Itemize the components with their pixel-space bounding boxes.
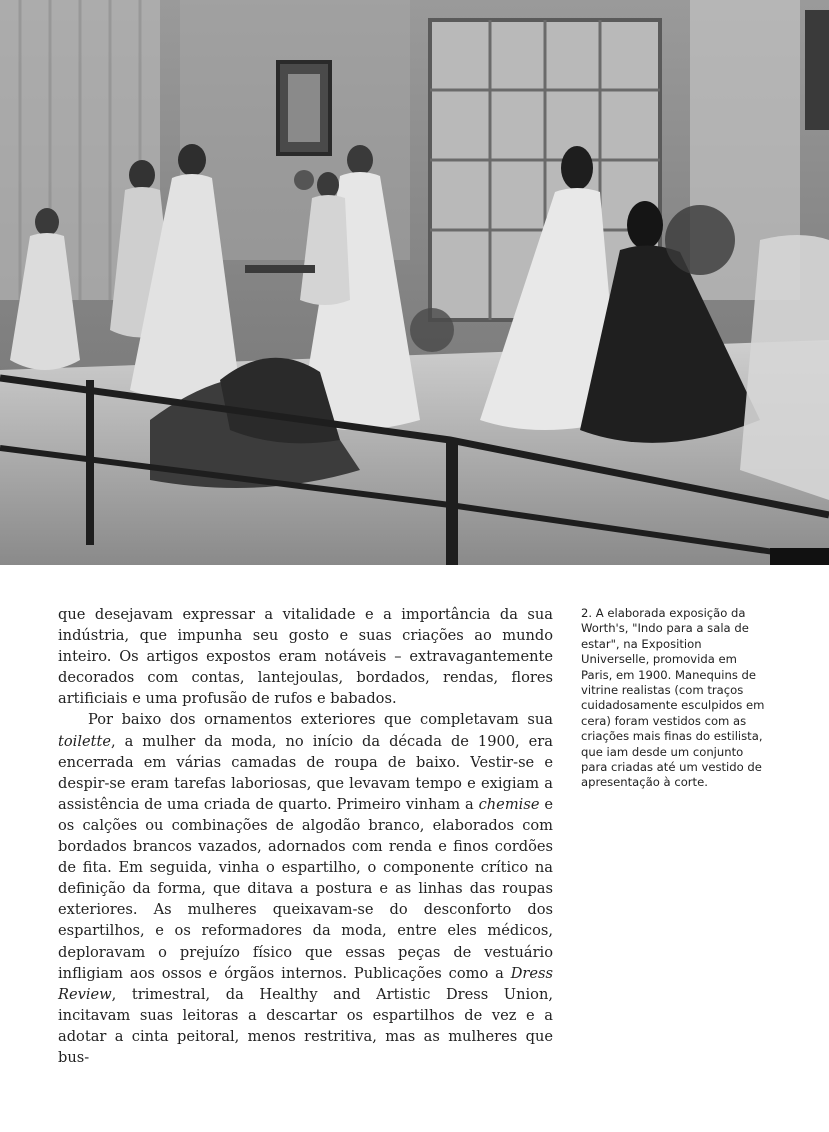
exhibition-photograph [0, 0, 829, 565]
paragraph-2-part-2: , a mulher da moda, no início da década de 1900, era encerrada em várias camadas de roupa de baixo. Vestir-se e despir-se eram tarefas laboriosas, que levavam tempo e exigiam a assistência de uma criada de quarto. Primeiro vinham a [58, 732, 553, 813]
italic-term-toilette: toilette [58, 732, 111, 750]
potted-plant [665, 205, 735, 275]
paragraph-2 [58, 709, 553, 1068]
figure-caption: 2. A elaborada exposição da Worth's, "Indo para a sala de estar", na Exposition Universelle, promovida em Paris, em 1900. Manequins de vitrine realistas (com traços cuidadosamente esculpidos em cera) foram vestidos com as criações mais finas do estilista, que iam desde um conjunto para criadas até um vestido de apresentação à corte. [581, 606, 765, 790]
paragraph-2-part-1: Por baixo dos ornamentos exteriores que completavam sua [88, 711, 553, 729]
wall-plate [294, 170, 314, 190]
paragraph-2-part-4: , trimestral, da Healthy and Artistic Dress Union, incitavam suas leitoras a descartar os espartilhos de vez e a adotar a cinta peitoral, menos restritiva, mas as mulheres que bus- [58, 985, 553, 1066]
italic-title-dress-review: Dress Review [58, 964, 553, 1003]
paragraph-1: que desejavam expressar a vitalidade e a importância da sua indústria, que impunha seu gosto e suas criações ao mundo inteiro. Os artigos expostos eram notáveis – extravagantemente decorados com contas, lantejoulas, bordados, rendas, flores artificiais e uma profusão de rufos e babados. [58, 606, 553, 708]
side-table [245, 265, 315, 273]
body-text [58, 604, 553, 1068]
italic-term-chemise: chemise [478, 795, 540, 813]
photo-illustration [0, 0, 829, 565]
paragraph-2-part-3: e os calções ou combinações de algodão branco, elaborados com bordados brancos vazados, adornados com renda e finos cordões de fita. Em seguida, vinha o espartilho, o componente crítico na definição da forma, que ditava a postura e as linhas das roupas exteriores. As mulheres queixavam-se do desconforto dos espartilhos, e os reformadores da moda, entre eles médicos, deploravam o prejuízo físico que essas peças de vestuário infligiam aos ossos e órgãos internos. Publicações como a [58, 795, 553, 982]
